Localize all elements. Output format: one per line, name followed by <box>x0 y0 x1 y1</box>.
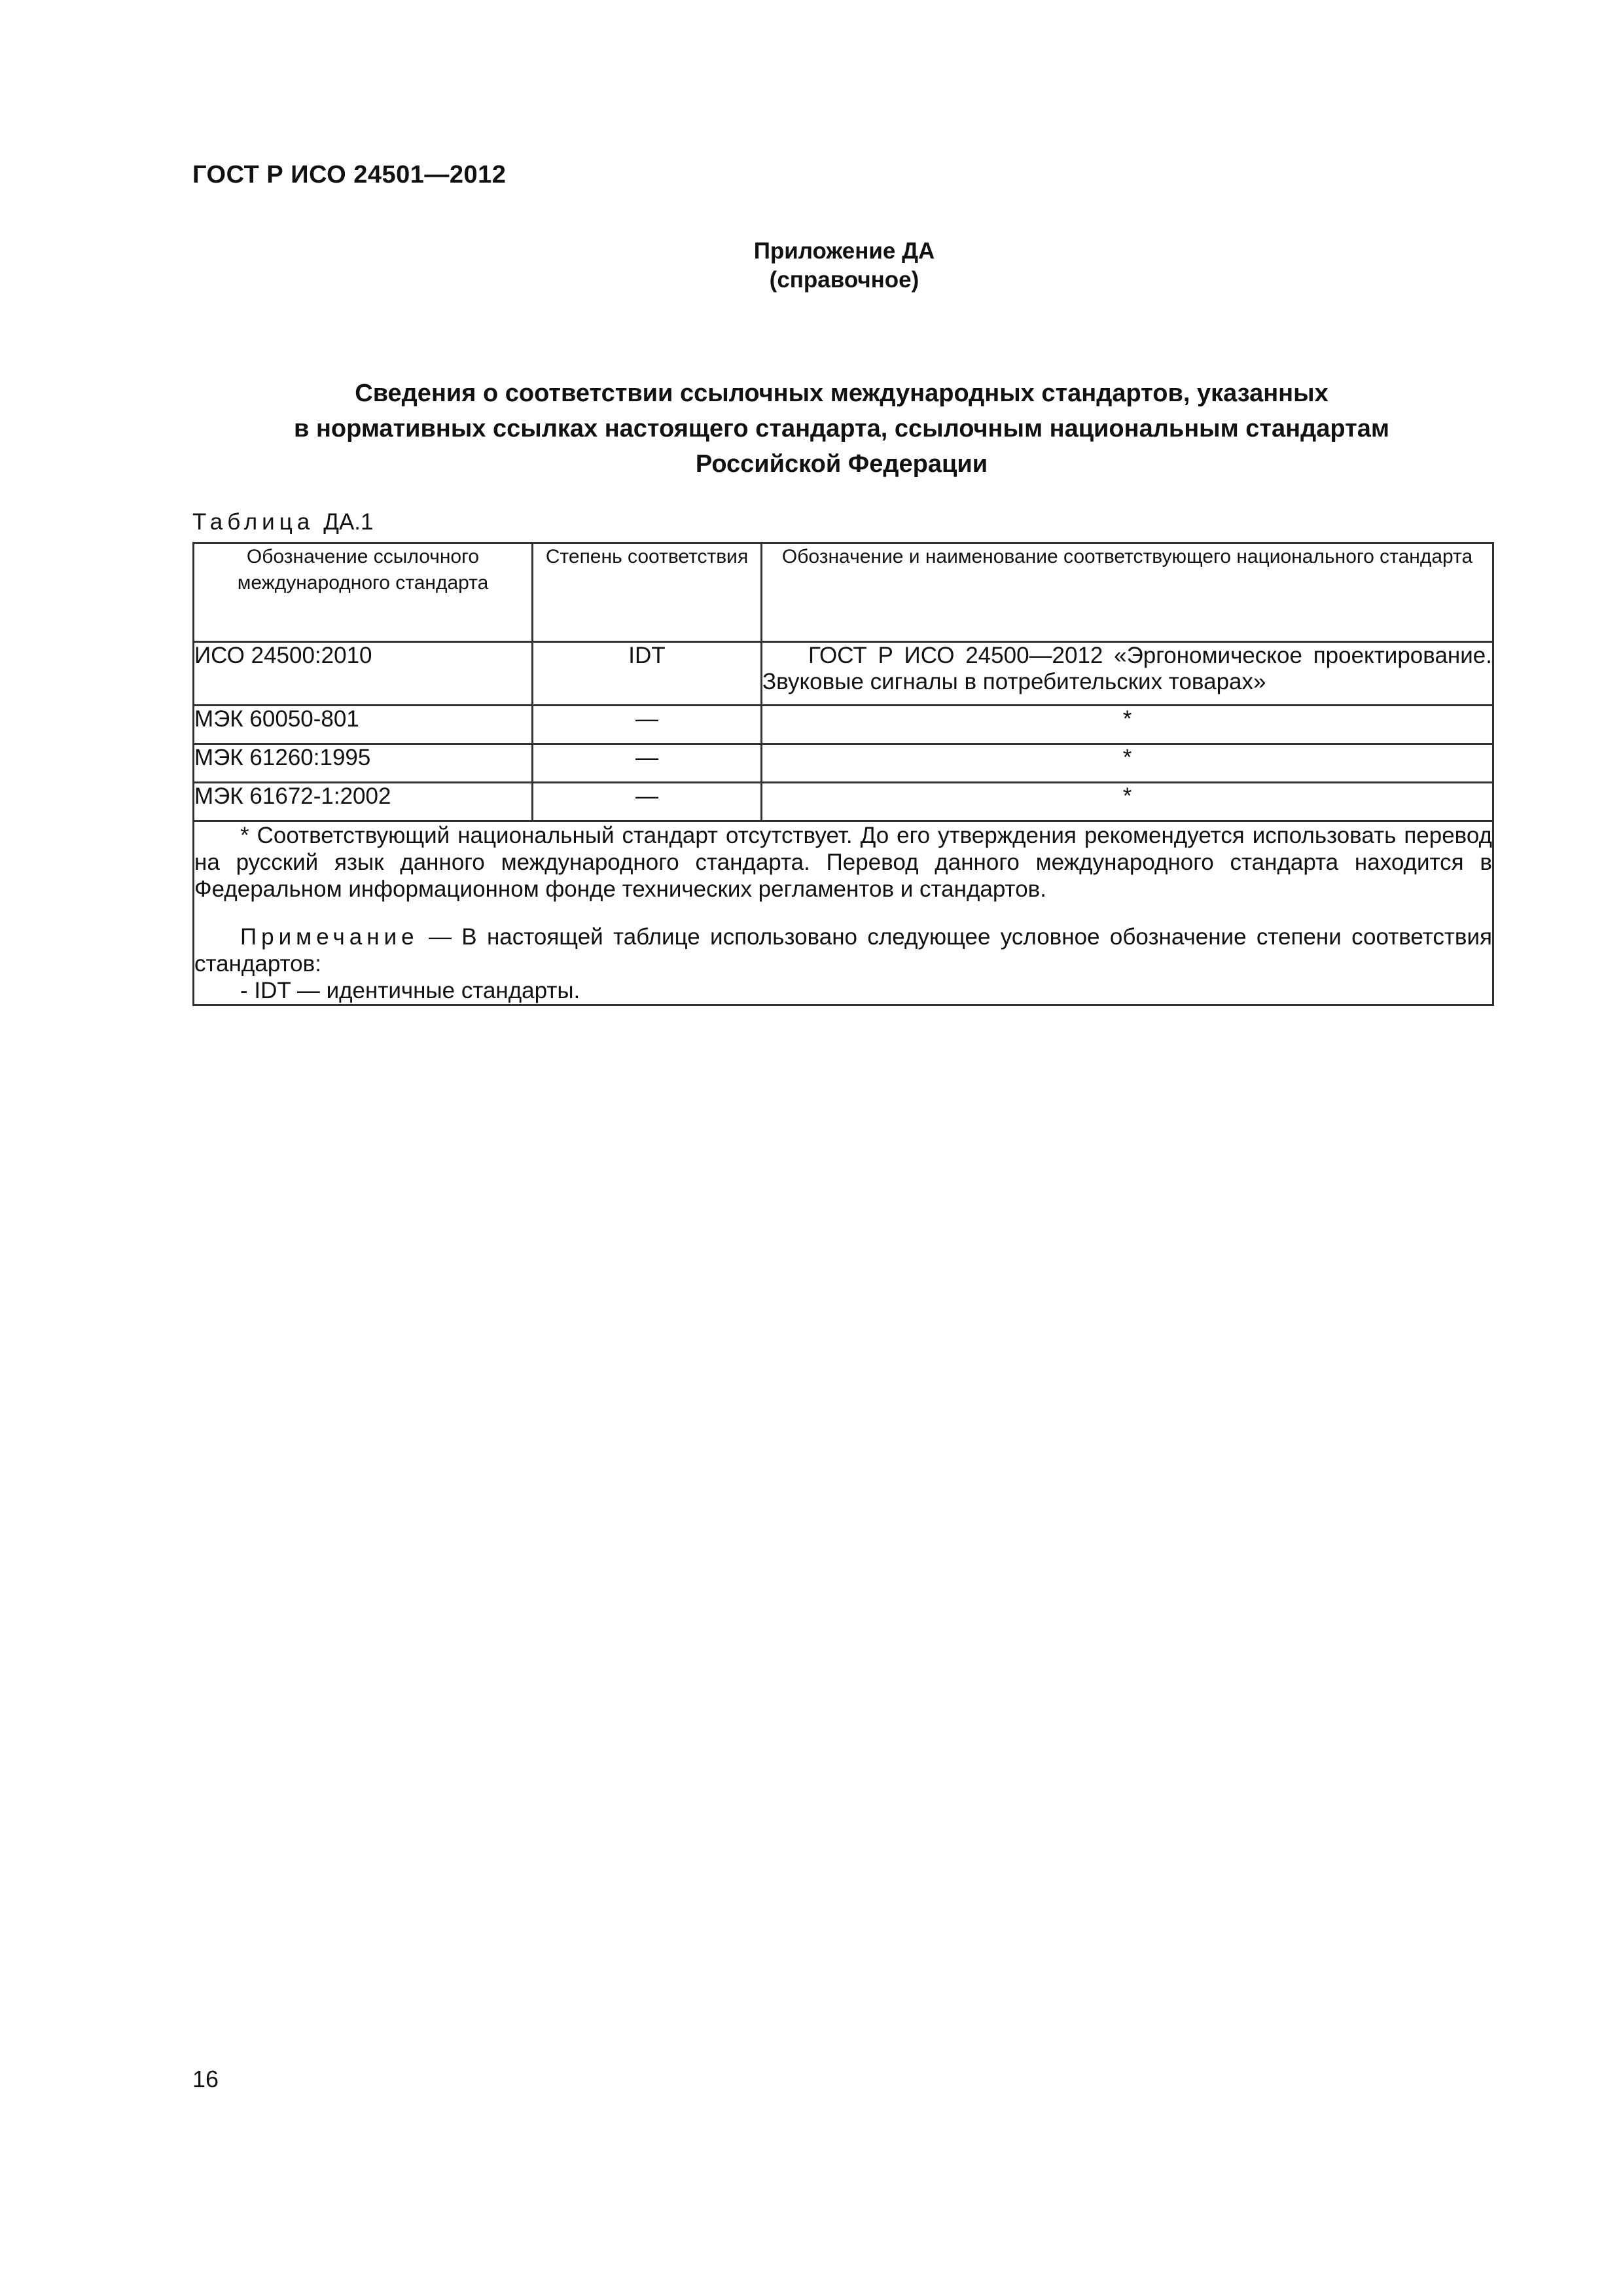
cell-degree: — <box>533 783 762 821</box>
note-label: Примечание <box>240 924 419 950</box>
cell-national-standard: * <box>762 706 1493 744</box>
document-code: ГОСТ Р ИСО 24501—2012 <box>192 161 507 188</box>
cell-degree: — <box>533 744 762 783</box>
cell-degree: IDT <box>533 642 762 706</box>
table-row <box>194 706 1493 744</box>
section-title-line-3: Российской Федерации <box>695 450 988 478</box>
cell-intl-standard: МЭК 61260:1995 <box>194 744 533 783</box>
header-intl-standard: Обозначение ссылочного международного стандарта <box>194 543 533 642</box>
table-row <box>194 642 1493 706</box>
cell-national-standard: ГОСТ Р ИСО 24500—2012 «Эргономическое проектирование. Звуковые сигналы в потребительских товарах» <box>762 642 1493 706</box>
table-notes-row <box>194 821 1493 1005</box>
table-note <box>194 924 1492 977</box>
correspondence-table <box>192 542 1494 1006</box>
table-header-row <box>194 543 1493 642</box>
table-row <box>194 783 1493 821</box>
table-footnote: * Соответствующий национальный стандарт отсутствует. До его утверждения рекомендуется использовать перевод на русский язык данного международного стандарта. Перевод данного международного стандарта находится в Федеральном информационном фонде технических регламентов и стандартов. <box>194 823 1492 902</box>
header-national-standard: Обозначение и наименование соответствующего национального стандарта <box>762 543 1493 642</box>
header-degree: Степень соответствия <box>533 543 762 642</box>
cell-intl-standard: ИСО 24500:2010 <box>194 642 533 706</box>
note-item: - IDT — идентичные стандарты. <box>240 978 580 1003</box>
table-row <box>194 744 1493 783</box>
table-caption-id: ДА.1 <box>323 509 374 535</box>
appendix-title: Приложение ДА <box>753 238 935 264</box>
section-title-line-2: в нормативных ссылках настоящего стандарта, ссылочным национальным стандартам <box>294 415 1389 442</box>
page-number: 16 <box>192 2066 219 2092</box>
cell-intl-standard: МЭК 61672-1:2002 <box>194 783 533 821</box>
table-notes <box>194 821 1493 1005</box>
cell-national-standard: * <box>762 744 1493 783</box>
note-text: — В настоящей таблице использовано следующее условное обозначение степени соответствия стандартов: <box>194 924 1492 977</box>
cell-intl-standard: МЭК 60050-801 <box>194 706 533 744</box>
table-caption-prefix: Таблица <box>192 509 315 535</box>
cell-national-standard: * <box>762 783 1493 821</box>
cell-degree: — <box>533 706 762 744</box>
table-caption <box>192 509 373 535</box>
section-title-line-1: Сведения о соответствии ссылочных международных стандартов, указанных <box>355 380 1329 407</box>
appendix-subtitle: (справочное) <box>769 267 919 293</box>
